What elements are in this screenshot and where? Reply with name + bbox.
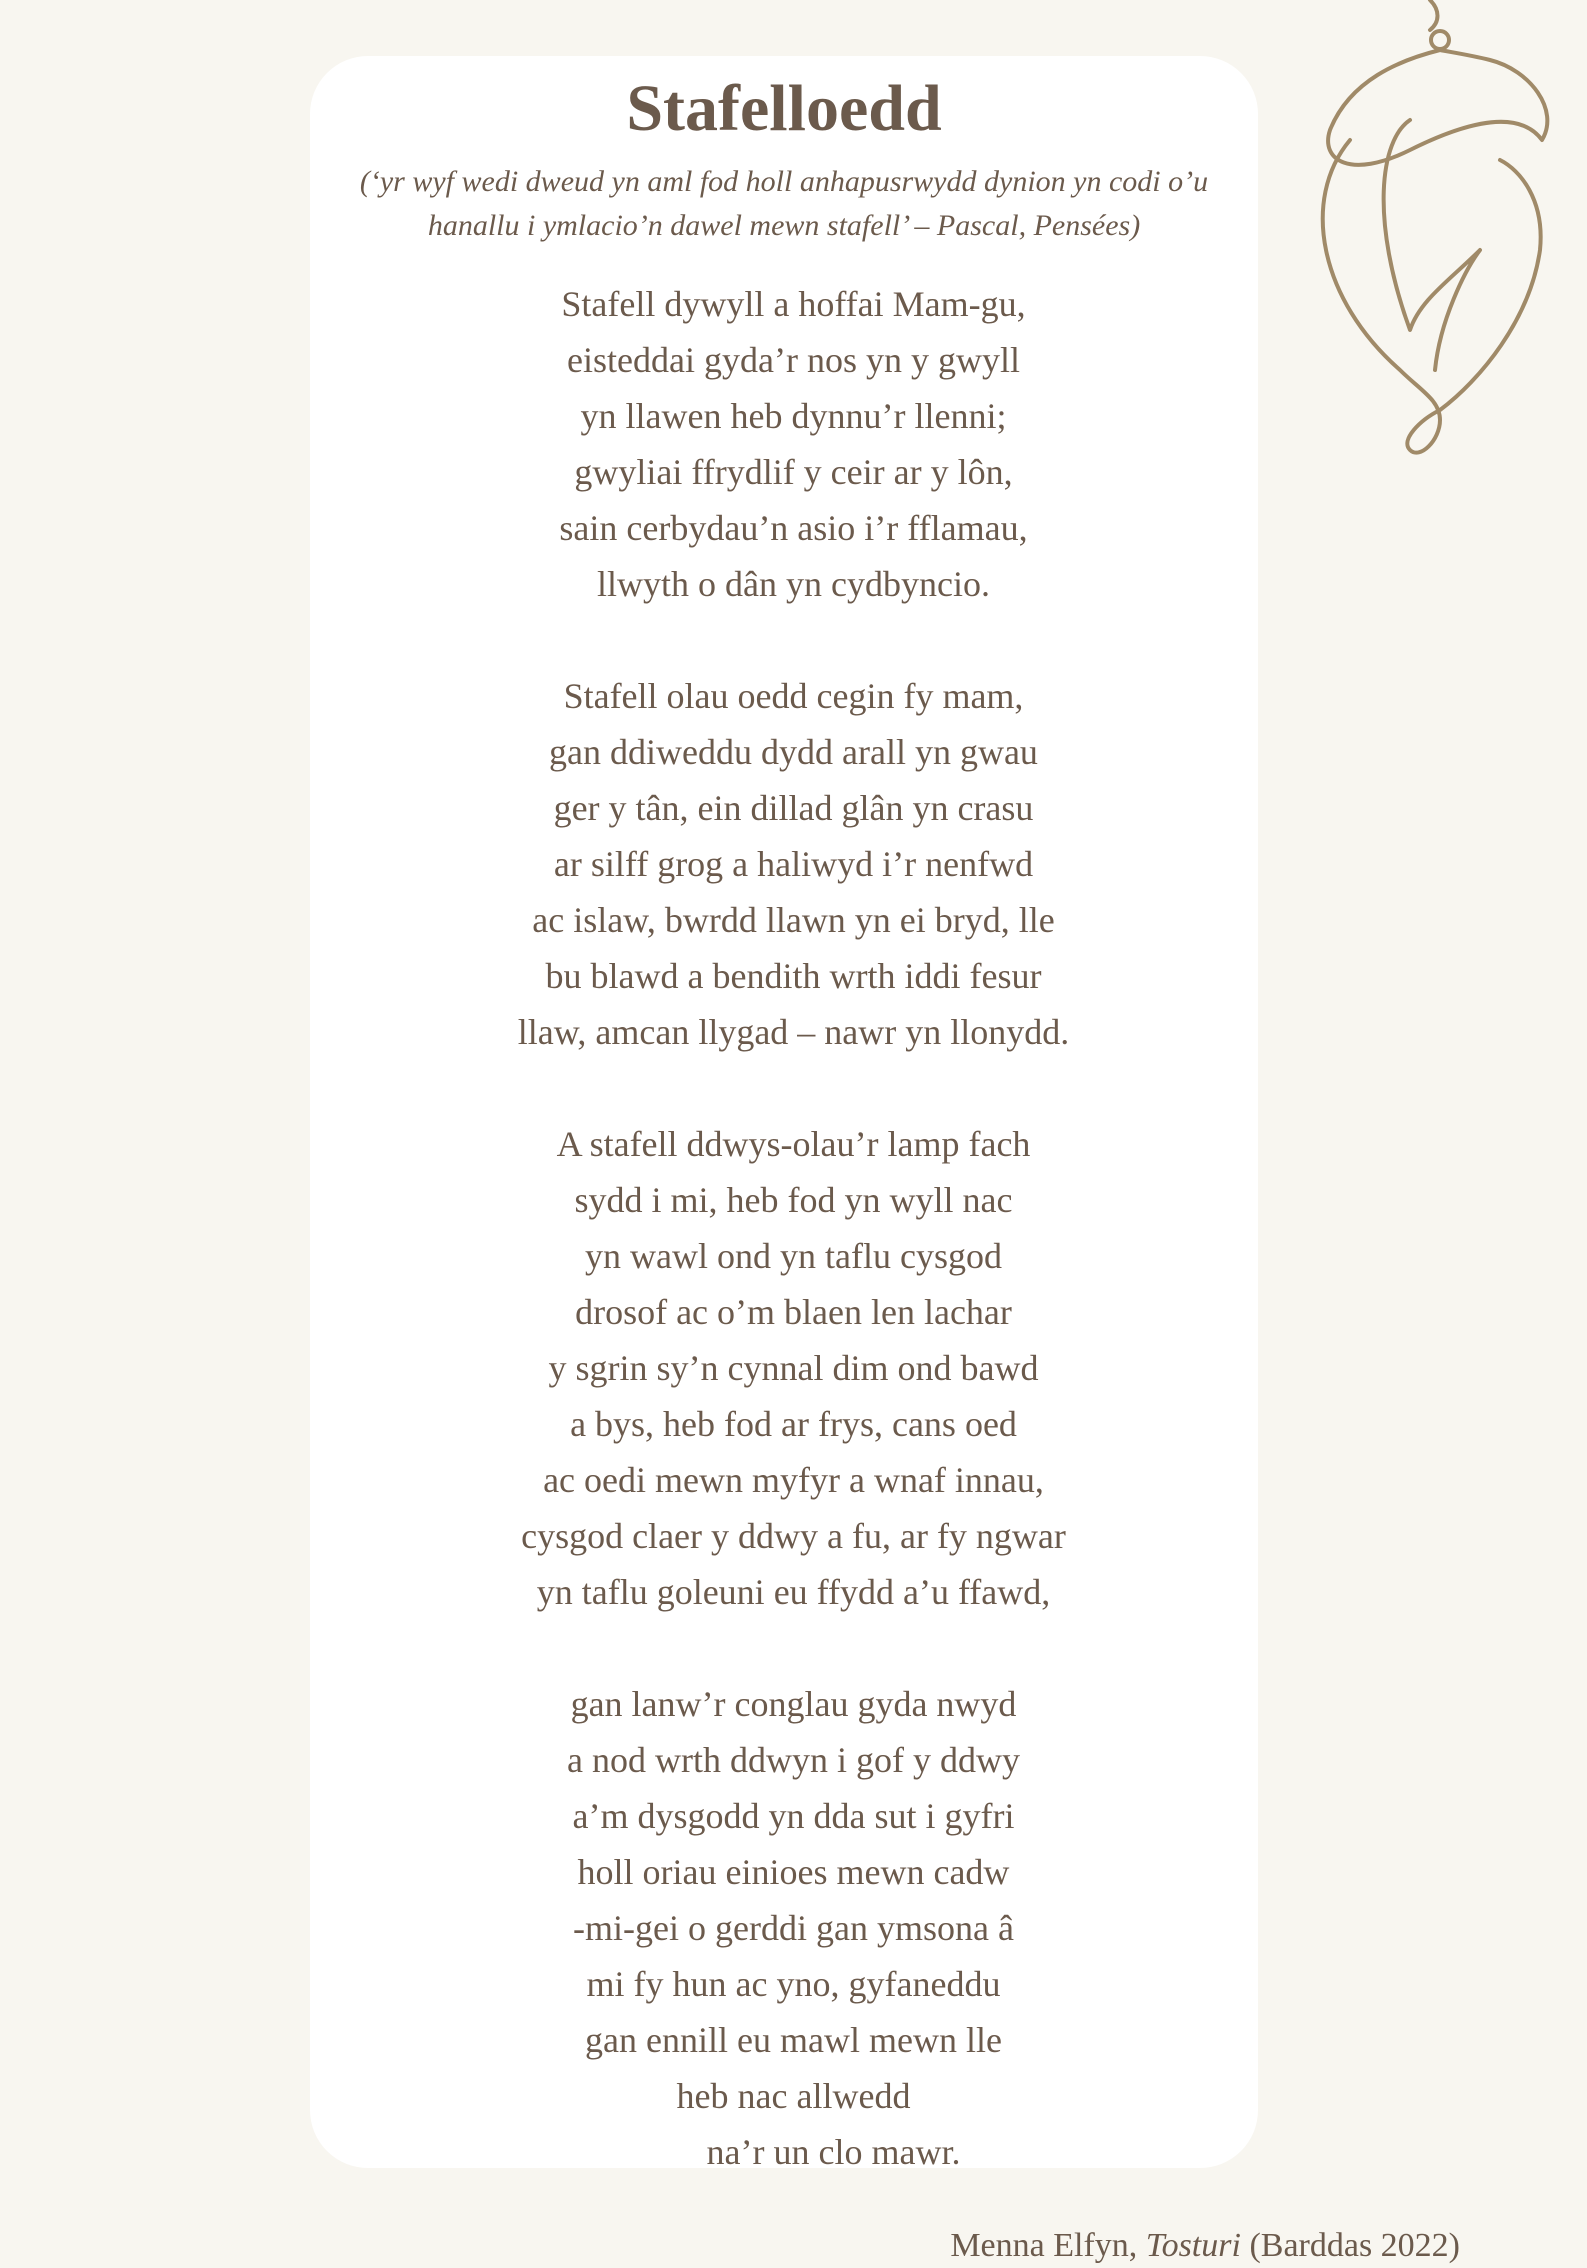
poem-line: gan ennill eu mawl mewn lle bbox=[585, 2020, 1002, 2060]
poem-line: Stafell olau oedd cegin fy mam, bbox=[563, 676, 1024, 716]
stanza-2 bbox=[0, 668, 1587, 1060]
stanza-3 bbox=[0, 1116, 1587, 1620]
poem-line: bu blawd a bendith wrth iddi fesur bbox=[545, 956, 1042, 996]
poem-line: yn taflu goleuni eu ffydd a’u ffawd, bbox=[536, 1572, 1051, 1612]
epigraph bbox=[310, 160, 1258, 248]
poem-line: heb nac allwedd bbox=[676, 2076, 911, 2116]
attribution-book-title: Tosturi bbox=[1145, 2227, 1241, 2264]
poem-line: mi fy hun ac yno, gyfaneddu bbox=[586, 1964, 1001, 2004]
attribution bbox=[900, 2224, 1460, 2268]
poem-line: yn llawen heb dynnu’r llenni; bbox=[580, 396, 1007, 436]
poem-line: a’m dysgodd yn dda sut i gyfri bbox=[572, 1796, 1015, 1836]
poem-line: ac islaw, bwrdd llawn yn ei bryd, lle bbox=[532, 900, 1055, 940]
poem-line: na’r un clo mawr. bbox=[706, 2132, 961, 2172]
poem-line: llwyth o dân yn cydbyncio. bbox=[597, 564, 990, 604]
poem-line: yn wawl ond yn taflu cysgod bbox=[585, 1236, 1002, 1276]
poem-line: Stafell dywyll a hoffai Mam-gu, bbox=[561, 284, 1026, 324]
poem-line: -mi-gei o gerddi gan ymsona â bbox=[573, 1908, 1014, 1948]
poem-line: gwyliai ffrydlif y ceir ar y lôn, bbox=[574, 452, 1013, 492]
poem-line: llaw, amcan llygad – nawr yn llonydd. bbox=[517, 1012, 1070, 1052]
poem-line: gan ddiweddu dydd arall yn gwau bbox=[549, 732, 1038, 772]
poem-line: sain cerbydau’n asio i’r fflamau, bbox=[559, 508, 1028, 548]
attribution-publisher: (Barddas 2022) bbox=[1249, 2227, 1460, 2264]
stanza-4 bbox=[0, 1676, 1587, 2180]
poem-line: sydd i mi, heb fod yn wyll nac bbox=[574, 1180, 1013, 1220]
poem-line: eisteddai gyda’r nos yn y gwyll bbox=[567, 340, 1020, 380]
poem-line: a bys, heb fod ar frys, cans oed bbox=[570, 1404, 1017, 1444]
attribution-author: Menna Elfyn, bbox=[950, 2227, 1138, 2264]
poem-line: holl oriau einioes mewn cadw bbox=[577, 1852, 1010, 1892]
epigraph-line: hanallu i ymlacio’n dawel mewn stafell’ – Pascal, Pensées) bbox=[427, 209, 1141, 242]
poem-line: a nod wrth ddwyn i gof y ddwy bbox=[567, 1740, 1020, 1780]
poem-line: ac oedi mewn myfyr a wnaf innau, bbox=[543, 1460, 1044, 1500]
ornament-hanging-string bbox=[1430, 0, 1438, 30]
poem-line: drosof ac o’m blaen len lachar bbox=[575, 1292, 1012, 1332]
poem-title: Stafelloedd bbox=[626, 72, 942, 145]
poem-line: ger y tân, ein dillad glân yn crasu bbox=[553, 788, 1034, 828]
poem-line: gan lanw’r conglau gyda nwyd bbox=[570, 1684, 1017, 1724]
poem-line: A stafell ddwys-olau’r lamp fach bbox=[556, 1124, 1031, 1164]
poem-body bbox=[0, 276, 1587, 2236]
poem-line: y sgrin sy’n cynnal dim ond bawd bbox=[548, 1348, 1039, 1388]
epigraph-line: (‘yr wyf wedi dweud yn aml fod holl anhapusrwydd dynion yn codi o’u bbox=[359, 165, 1209, 198]
poem-line: cysgod claer y ddwy a fu, ar fy ngwar bbox=[521, 1516, 1066, 1556]
ornament-cap bbox=[1328, 50, 1547, 165]
poem-line: ar silff grog a haliwyd i’r nenfwd bbox=[553, 844, 1034, 884]
ornament-decoration-icon bbox=[1290, 0, 1570, 480]
ornament-ring bbox=[1431, 31, 1449, 49]
